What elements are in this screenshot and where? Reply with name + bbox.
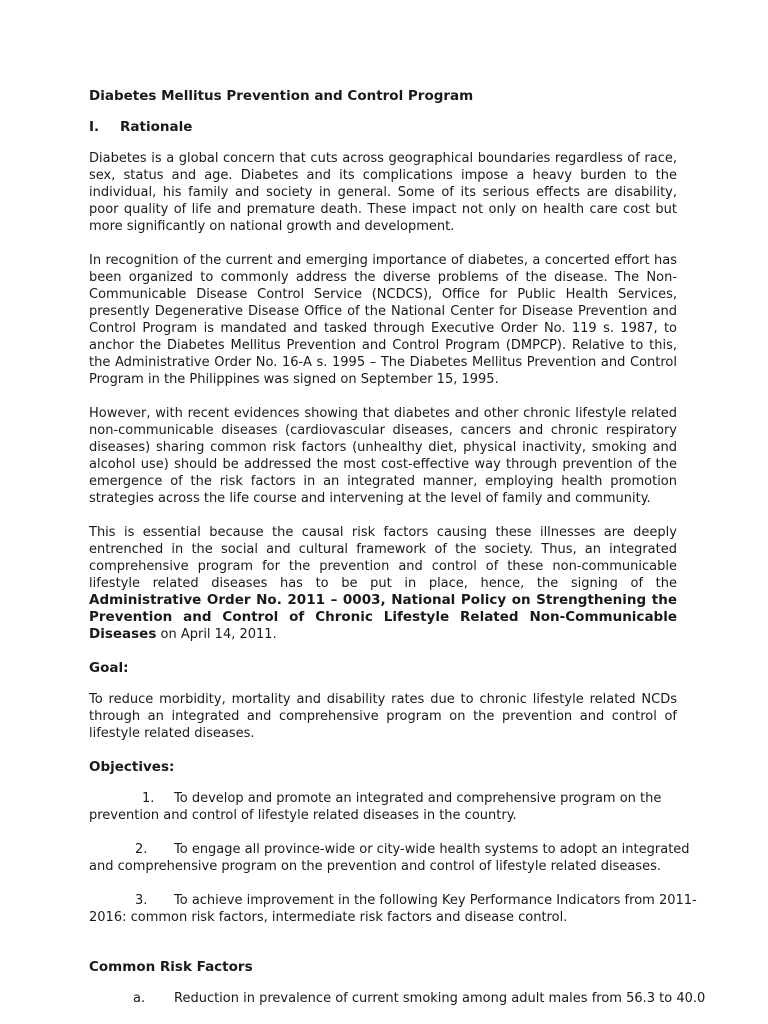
objective-item bbox=[89, 841, 690, 875]
rationale-paragraph-1: Diabetes is a global concern that cuts across geographical boundaries regardless of race, sex, status and age. Diabetes and its complications impose a heavy burden to the individual, his family and society in general. Some of its serious effects are disability, poor quality of life and premature death. These impact not only on health care cost but more significantly on national growth and development. bbox=[89, 151, 677, 234]
objective-number: 2. bbox=[135, 842, 148, 857]
risk-factor-letter: a. bbox=[133, 991, 146, 1006]
objective-text-line1: To engage all province-wide or city-wide health systems to adopt an integrated bbox=[174, 842, 690, 857]
document-title: Diabetes Mellitus Prevention and Control Program bbox=[89, 88, 474, 104]
paragraph-text-end: on April 14, 2011. bbox=[156, 627, 277, 642]
section-heading-rationale bbox=[89, 119, 677, 136]
objective-number: 3. bbox=[135, 893, 148, 908]
administrative-order-title: Administrative Order No. 2011 – 0003, National Policy on Strengthening the Prevention and Control of Chronic Lifestyle Related Non-Communicable Diseases bbox=[89, 592, 677, 642]
objective-text-line1: To develop and promote an integrated and comprehensive program on the bbox=[174, 791, 662, 806]
goal-text: To reduce morbidity, mortality and disability rates due to chronic lifestyle related NCDs through an integrated and comprehensive program on the prevention and control of lifestyle related diseases. bbox=[89, 692, 677, 741]
objective-text-line2: and comprehensive program on the prevention and control of lifestyle related diseases. bbox=[89, 859, 661, 874]
objective-text-line2: 2016: common risk factors, intermediate risk factors and disease control. bbox=[89, 910, 568, 925]
objectives-heading: Objectives: bbox=[89, 759, 175, 775]
objective-item bbox=[89, 790, 677, 824]
risk-factors-heading: Common Risk Factors bbox=[89, 959, 253, 975]
risk-factor-text: Reduction in prevalence of current smoking among adult males from 56.3 to 40.0 bbox=[174, 991, 706, 1006]
section-title: Rationale bbox=[120, 119, 193, 135]
paragraph-text: This is essential because the causal risk factors causing these illnesses are deeply entrenched in the social and cultural framework of the society. Thus, an integrated comprehensive program for the prevention and control of these non-communicable lifestyle related diseases has to be put in place, hence, the signing of the bbox=[89, 525, 677, 591]
document-body bbox=[89, 88, 706, 1007]
objective-number: 1. bbox=[142, 791, 155, 806]
objective-text-line1: To achieve improvement in the following Key Performance Indicators from 2011- bbox=[174, 893, 697, 908]
risk-factor-item bbox=[89, 990, 706, 1007]
rationale-paragraph-3: However, with recent evidences showing that diabetes and other chronic lifestyle related non-communicable diseases (cardiovascular diseases, cancers and chronic respiratory diseases) sharing common risk factors (unhealthy diet, physical inactivity, smoking and alcohol use) should be addressed the most cost-effective way through prevention of the emergence of the risk factors in an integrated manner, employing health promotion strategies across the life course and intervening at the level of family and community. bbox=[89, 406, 677, 506]
objective-item bbox=[89, 892, 697, 926]
objective-text-line2: prevention and control of lifestyle related diseases in the country. bbox=[89, 808, 517, 823]
rationale-paragraph-4 bbox=[89, 524, 677, 643]
rationale-paragraph-2: In recognition of the current and emerging importance of diabetes, a concerted effort has been organized to commonly address the diverse problems of the disease. The Non-Communicable Disease Control Service (NCDCS), Office for Public Health Services, presently Degenerative Disease Office of the National Center for Disease Prevention and Control Program is mandated and tasked through Executive Order No. 119 s. 1987, to anchor the Diabetes Mellitus Prevention and Control Program (DMPCP). Relative to this, the Administrative Order No. 16-A s. 1995 – The Diabetes Mellitus Prevention and Control Program in the Philippines was signed on September 15, 1995. bbox=[89, 253, 677, 387]
section-number: I. bbox=[89, 119, 100, 135]
goal-heading: Goal: bbox=[89, 660, 129, 676]
